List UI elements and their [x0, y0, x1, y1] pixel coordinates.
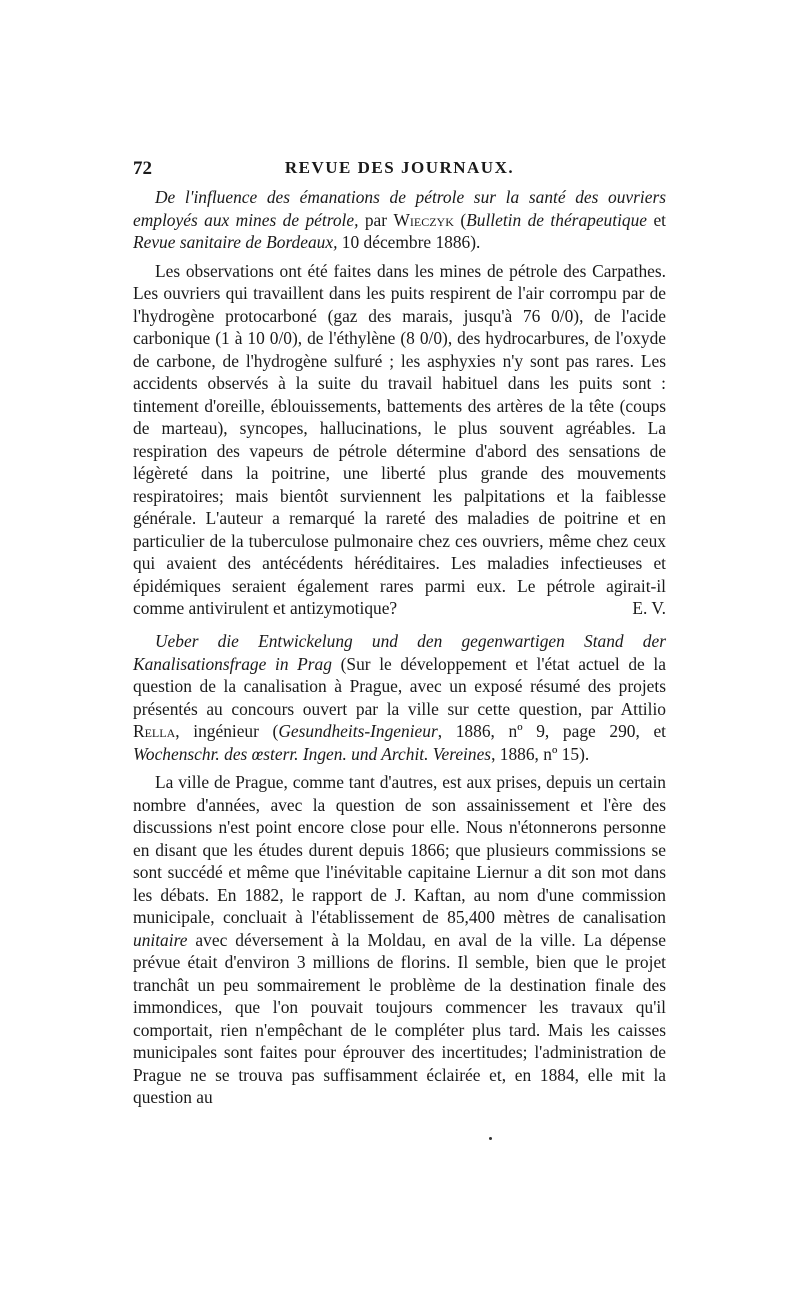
page-number: 72 — [133, 158, 152, 179]
article-2 — [133, 630, 666, 1109]
article-2-body-emphasis: unitaire — [133, 929, 188, 950]
article-2-author-role: , ingénieur ( — [175, 721, 279, 741]
article-1-heading — [133, 186, 666, 254]
article-2-body-text: La ville de Prague, comme tant d'autres, est aux prises, depuis un certain nombre d'années, avec la question de son assainissement et l'ère des discussions n'est point encore close pour elle. Nous n'étonnerons personne en disant que les études durent depuis 1866; que plusieurs commissions se sont succédé et même que l'inévitable capitaine Liernur a dit son mot dans les débats. En 1882, le rapport de J. Kaftan, au nom d'une commission municipale, concluait à l'établissement de 85,400 mètres de canalisation — [133, 772, 666, 927]
ink-speck — [489, 1137, 492, 1140]
article-1-body — [133, 260, 666, 620]
article-1-par: par — [358, 209, 394, 230]
article-1-author: Wieczyk — [393, 209, 454, 230]
article-2-title: Ueber die Entwickelung und den gegenwartigen Stand der Kanalisationsfrage in Prag — [133, 631, 666, 674]
article-2-source-2-ref: , 1886, nº 15). — [491, 743, 590, 764]
article-2-heading — [133, 630, 666, 765]
article-2-description: (Sur le développement et l'état actuel de la question de la canalisation à Prague, avec un exposé résumé des projets présentés au concours ouvert par la ville sur cette question, par Attilio — [133, 653, 666, 719]
page-header — [133, 158, 666, 182]
article-1-source-2: Revue sanitaire de Bordeaux, — [133, 232, 338, 252]
article-2-author: Rella — [133, 721, 176, 741]
article-2-source-1: Gesundheits-Ingenieur — [278, 721, 438, 741]
article-2-source-1-ref: , 1886, nº 9, page 290, et — [437, 721, 666, 741]
article-1-source-open: ( — [453, 209, 467, 230]
article-2-body-continued: avec déversement à la Moldau, en aval de la ville. La dépense prévue était d'environ 3 millions de florins. Il semble, bien que le projet tranchât un peu sommairement le problème de la destination finale des immondices, que l'on pouvait toujours commencer les travaux qu'il comportait, rien n'empêchant de le compléter plus tard. Mais les caisses municipales sont faites pour éprouver des incertitudes; l'administration de Prague ne se trouva pas suffisamment éclairée et, en 1884, elle mit la question au — [133, 929, 666, 1107]
article-2-body — [133, 771, 666, 1109]
article-2-source-2: Wochenschr. des œsterr. Ingen. und Archit. Vereines — [133, 743, 492, 764]
article-1-source-and: et — [647, 209, 666, 230]
article-1-source-1: Bulletin de thérapeutique — [466, 209, 648, 230]
article-1 — [133, 186, 666, 620]
article-1-title: De l'influence des émanations de pétrole sur la santé des ouvriers employés aux mines de pétrole, — [133, 187, 666, 230]
article-1-signature: E. V. — [632, 598, 666, 618]
article-1-body-text: Les observations ont été faites dans les mines de pétrole des Carpathes. Les ouvriers qui travaillent dans les puits respirent de l'air corrompu par de l'hydrogène protocarboné (gaz des marais, jusqu'à 76 0/0), de l'acide carbonique (1 à 10 0/0), de l'éthylène (8 0/0), des hydrocarbures, de l'oxyde de carbone, de l'hydrogène sulfuré ; les asphyxies n'y sont pas rares. Les accidents observés à la suite du travail habituel dans les puits sont : tintement d'oreille, éblouissements, battements des artères de la tête (coups de marteau), syncopes, hallucinations, le plus souvent agréables. La respiration des vapeurs de pétrole détermine d'abord des sensations de légèreté dans la poitrine, une liberté plus grande des mouvements respiratoires; mais bientôt surviennent les palpitations et la faiblesse générale. L'auteur a remarqué la rareté des maladies de poitrine et en particulier de la tuberculose pulmonaire chez ces ouvriers, même chez ceux qui avaient des antécédents héréditaires. Les maladies infectieuses et épidémiques seraient également rares parmi eux. Le pétrole agirait-il comme antivirulent et antizymotique? — [133, 260, 666, 618]
article-1-source-date: 10 décembre 1886). — [337, 232, 481, 252]
running-title: REVUE DES JOURNAUX. — [284, 158, 515, 177]
